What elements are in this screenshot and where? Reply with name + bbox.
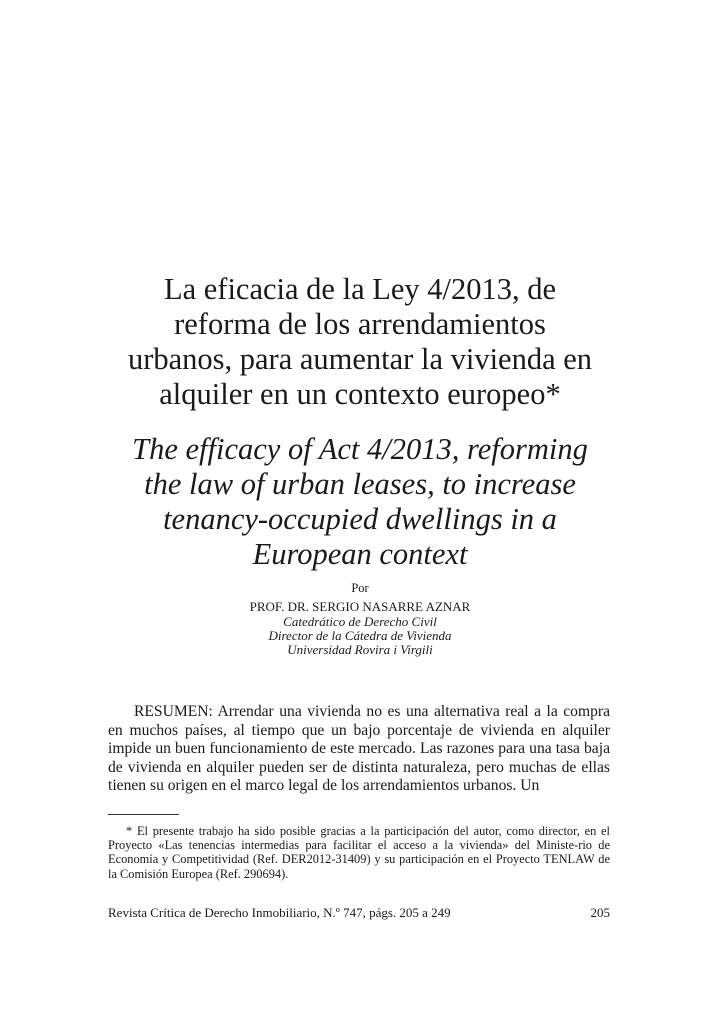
title-english: [100, 432, 620, 572]
title-english-line: The efficacy of Act 4/2013, reforming: [132, 432, 588, 466]
title-spanish-line: reforma de los arrendamientos: [174, 307, 546, 341]
affiliation-line: Catedrático de Derecho Civil: [283, 614, 437, 629]
title-spanish-line: La eficacia de la Ley 4/2013, de: [163, 272, 557, 306]
author-affiliation: [110, 615, 610, 657]
journal-citation: Revista Crítica de Derecho Inmobiliario, N.º 747, págs. 205 a 249: [108, 905, 451, 920]
title-english-line: European context: [252, 537, 468, 571]
title-english-line: the law of urban leases, to increase: [144, 467, 576, 501]
affiliation-line: Director de la Cátedra de Vivienda: [268, 628, 452, 643]
footnote: * El presente trabajo ha sido posible gracias a la participación del autor, como director, en el Proyecto «Las tenencias intermedias para facilitar el acceso a la vivienda» del Ministe-rio de Economía y Competitividad (Ref. DER2012-31409) y su participación en el Proyecto TENLAW de la Comisión Europea (Ref. 290694).: [108, 824, 610, 881]
title-spanish-line: urbanos, para aumentar la vivienda en: [127, 342, 593, 376]
title-spanish-line: alquiler en un contexto europeo*: [159, 377, 561, 411]
byline-por: Por: [351, 581, 369, 595]
title-english-line: tenancy-occupied dwellings in a: [163, 502, 557, 536]
footnote-divider: [108, 814, 179, 815]
page-number: 205: [590, 905, 610, 920]
abstract-paragraph: RESUMEN: Arrendar una vivienda no es una alternativa real a la compra en muchos países, al tiempo que un bajo porcentaje de vivienda en alquiler impide un buen funcionamiento de este mercado. Las razones para una tasa baja de vivienda en alquiler pueden ser de distinta naturaleza, pero muchas de ellas tienen su origen en el marco legal de los arrendamientos urbanos. Un: [108, 703, 610, 795]
author-name: PROF. DR. SERGIO NASARRE AZNAR: [249, 599, 471, 614]
title-spanish: [100, 272, 620, 412]
page-footer: [108, 905, 610, 920]
affiliation-line: Universidad Rovira i Virgili: [287, 642, 433, 657]
